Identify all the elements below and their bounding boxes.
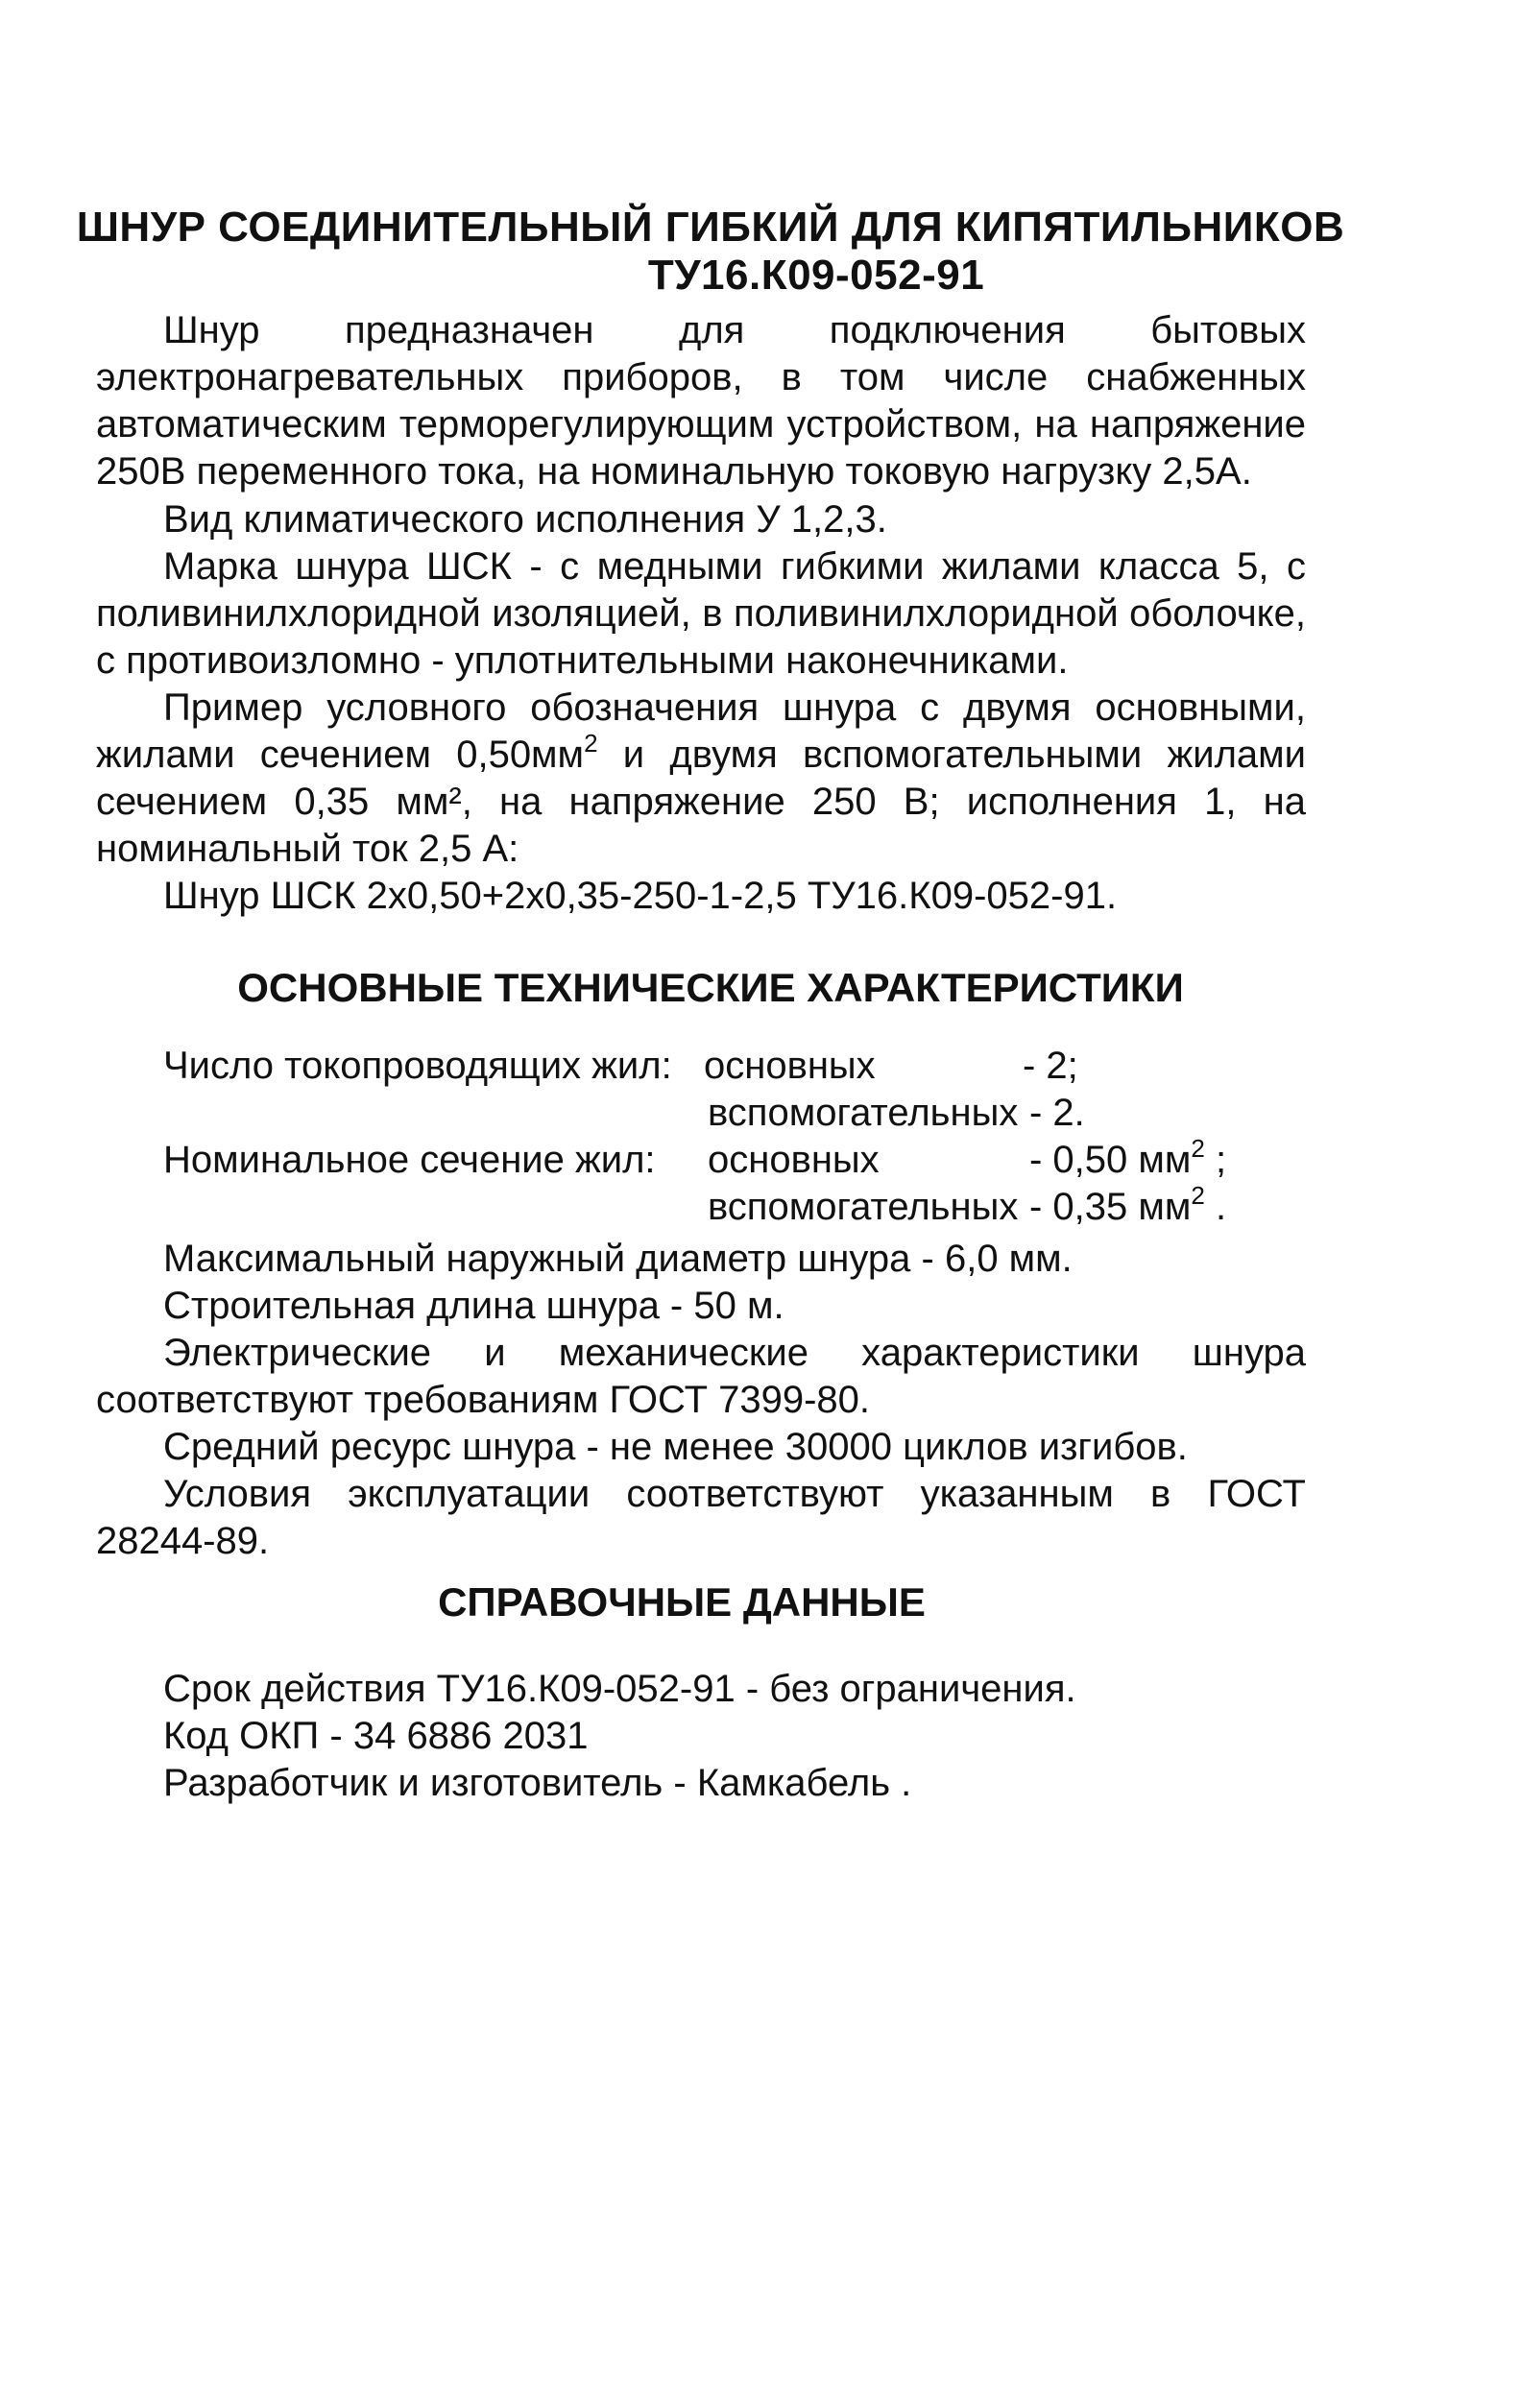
section-area-main-value bbox=[1029, 1133, 1227, 1182]
manufacturer: Разработчик и изготовитель - Камкабель . bbox=[163, 1762, 912, 1804]
intro-designation: Шнур ШСК 2х0,50+2х0,35-250-1-2,5 ТУ16.К09-052-91. bbox=[163, 875, 1118, 917]
gost-compliance: Электрические и механические характеристики шнура соответствуют требованиям ГОСТ 7399-80. bbox=[96, 1332, 1306, 1421]
section-area-aux-value bbox=[1029, 1180, 1227, 1229]
intro-example-text-b: и двумя вспомогательными жилами сечением 0,35 мм², на напряжение 250 В; исполнения 1, на номинальный ток 2,5 А: bbox=[96, 734, 1306, 870]
operating-conditions: Условия эксплуатации соответствуют указанным в ГОСТ 28244-89. bbox=[96, 1473, 1306, 1562]
max-diameter: Максимальный наружный диаметр шнура - 6,0 мм. bbox=[163, 1238, 1073, 1280]
intro-climate: Вид климатического исполнения У 1,2,3. bbox=[163, 498, 887, 541]
okp-code: Код ОКП - 34 6886 2031 bbox=[163, 1715, 589, 1757]
section-tech-heading: ОСНОВНЫЕ ТЕХНИЧЕСКИЕ ХАРАКТЕРИСТИКИ bbox=[237, 965, 1184, 1010]
intro-example-text-a: Пример условного обозначения шнура с двумя основными, жилами сечением 0,50мм bbox=[96, 686, 1306, 776]
conductors-main-name: основных bbox=[704, 1045, 876, 1087]
conductors-aux-name: вспомогательных bbox=[708, 1092, 1019, 1134]
intro-example bbox=[96, 685, 1306, 873]
conductors-main-value: - 2; bbox=[1023, 1045, 1078, 1087]
document-title: ШНУР СОЕДИНИТЕЛЬНЫЙ ГИБКИЙ ДЛЯ КИПЯТИЛЬНИКОВ bbox=[76, 204, 1345, 251]
conductors-count-label: Число токопроводящих жил: bbox=[163, 1045, 672, 1087]
section-area-aux-name: вспомогательных bbox=[708, 1186, 1019, 1228]
section-area-main-sup: 2 bbox=[1191, 1133, 1205, 1163]
intro-brand: Марка шнура ШСК - с медными гибкими жилами класса 5, с поливинилхлоридной изоляцией, в поливинилхлоридной оболочке, с противоизломно - уплотнительными наконечниками. bbox=[96, 545, 1306, 682]
section-area-main-name: основных bbox=[708, 1139, 880, 1181]
section-area-aux-text: - 0,35 мм bbox=[1029, 1186, 1192, 1228]
section-area-label: Номинальное сечение жил: bbox=[163, 1139, 656, 1181]
section-area-aux-tail: . bbox=[1204, 1186, 1227, 1228]
section-area-main-text: - 0,50 мм bbox=[1029, 1139, 1192, 1181]
document-spec-number: ТУ16.К09-052-91 bbox=[647, 252, 985, 299]
construction-length: Строительная длина шнура - 50 м. bbox=[163, 1285, 784, 1327]
conductors-aux-value: - 2. bbox=[1029, 1092, 1085, 1134]
validity-period: Срок действия ТУ16.К09-052-91 - без ограничения. bbox=[163, 1668, 1076, 1710]
section-ref-heading: СПРАВОЧНЫЕ ДАННЫЕ bbox=[438, 1579, 926, 1625]
section-area-aux-sup: 2 bbox=[1191, 1180, 1205, 1210]
section-area-main-tail: ; bbox=[1204, 1139, 1227, 1181]
intro-example-sup: 2 bbox=[584, 728, 598, 758]
average-resource: Средний ресурс шнура - не менее 30000 циклов изгибов. bbox=[163, 1426, 1188, 1468]
intro-purpose: Шнур предназначен для подключения бытовых электронагревательных приборов, в том числе снабженных автоматическим терморегулирующим устройством, на напряжение 250В переменного тока, на номинальную токовую нагрузку 2,5А. bbox=[96, 309, 1306, 493]
